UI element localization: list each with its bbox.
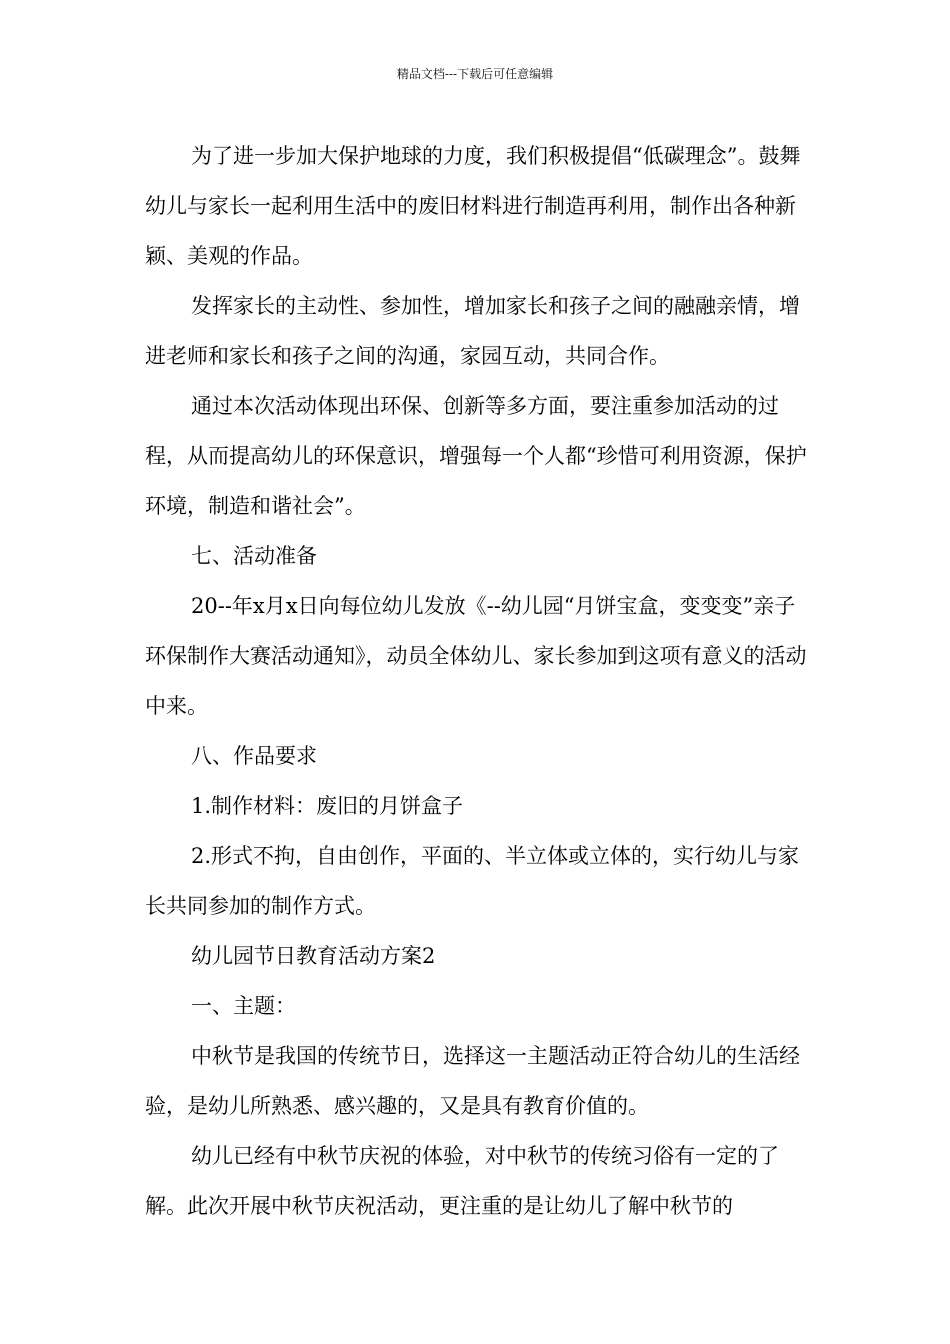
section-heading-theme: 一、主题： [191, 994, 296, 1018]
section-heading-preparation: 七、活动准备 [191, 544, 317, 568]
paragraph-parent-initiative: 发挥家长的主动性、参加性，增加家长和孩子之间的融融亲情，增进老师和家长和孩子之间的沟通，家园互动，共同合作。 [145, 294, 800, 368]
plan-title: 幼儿园节日教育活动方案2 [191, 944, 436, 968]
paragraph-notice: 20--年x月x日向每位幼儿发放《--幼儿园“月饼宝盒，变变变”亲子环保制作大赛活动通知》，动员全体幼儿、家长参加到这项有意义的活动中来。 [145, 594, 807, 718]
paragraph-environmental-awareness: 通过本次活动体现出环保、创新等多方面，要注重参加活动的过程，从而提高幼儿的环保意识，增强每一个人都“珍惜可利用资源，保护环境，制造和谐社会”。 [145, 394, 807, 518]
paragraph-mid-autumn: 中秋节是我国的传统节日，选择这一主题活动正符合幼儿的生活经验，是幼儿所熟悉、感兴趣的，又是具有教育价值的。 [145, 1044, 800, 1118]
page-header: 精品文档---下载后可任意编辑 [396, 67, 554, 81]
paragraph-experience: 幼儿已经有中秋节庆祝的体验，对中秋节的传统习俗有一定的了解。此次开展中秋节庆祝活动，更注重的是让幼儿了解中秋节的 [145, 1144, 779, 1218]
requirement-item-materials: 1.制作材料：废旧的月饼盒子 [191, 794, 464, 818]
requirement-item-form: 2.形式不拘，自由创作，平面的、半立体或立体的，实行幼儿与家长共同参加的制作方式。 [145, 844, 800, 918]
section-heading-requirements: 八、作品要求 [191, 744, 317, 768]
paragraph-low-carbon: 为了进一步加大保护地球的力度，我们积极提倡“低碳理念”。鼓舞幼儿与家长一起利用生活中的废旧材料进行制造再利用，制作出各种新颖、美观的作品。 [145, 144, 801, 268]
document-body [145, 131, 815, 1231]
